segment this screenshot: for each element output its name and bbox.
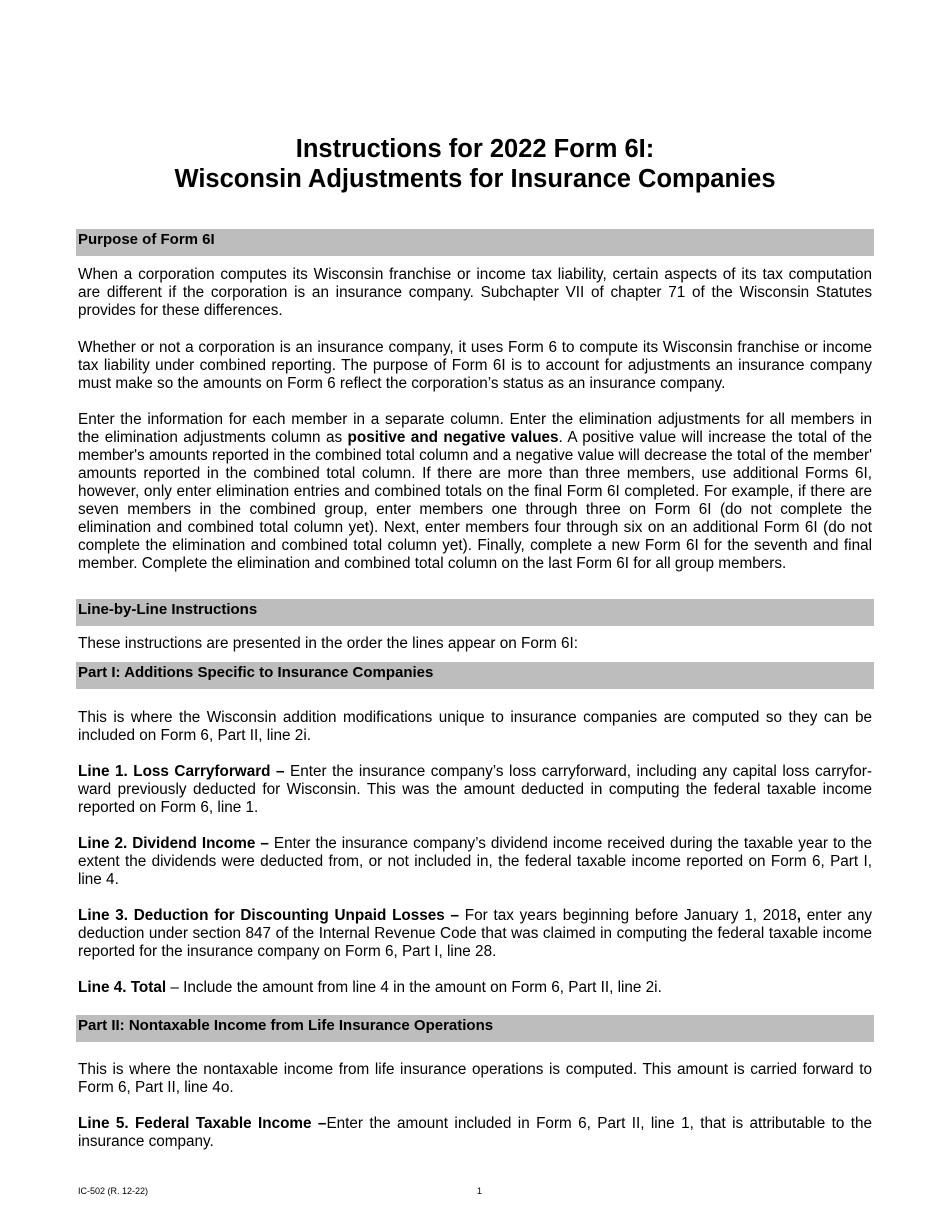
section-heading-part-1: Part I: Additions Specific to Insurance Companies (76, 662, 874, 689)
line-3-text-a: For tax years beginning before January 1, 2018 (459, 907, 797, 924)
section-heading-part-2: Part II: Nontaxable Income from Life Insurance Operations (76, 1015, 874, 1042)
line-5-text: Enter the amount included in Form 6, Part II, line 1, that is attributable to the insurance company. (78, 1115, 873, 1150)
document-title-line-2: Wisconsin Adjustments for Insurance Companies (174, 165, 776, 193)
line-5-label: Line 5. Federal Taxable Income – (78, 1115, 327, 1132)
purpose-paragraph-3 (78, 411, 872, 573)
line-2-instruction (78, 835, 872, 889)
line-5-instruction (78, 1115, 872, 1151)
purpose-paragraph-3-text-b: . A positive value will increase the total of the member's amounts reported in the combined total column and a negative value will decrease the total of the member' amounts reported in the combined total column. If there are more than three members, use additional Forms 6I, however, only enter elimination entries and combined totals on the final Form 6I completed. For example, if there are seven members in the combined group, enter members one through three on Form 6I (do not complete the elimination and combined total column yet). Next, enter members four through six on an additional Form 6I (do not complete the elimination and combined total column yet). Finally, complete a new Form 6I for the seventh and final member. Complete the elimination and combined total column on the last Form 6I for all group members. (78, 429, 872, 572)
section-heading-purpose: Purpose of Form 6I (76, 229, 874, 256)
line-3-instruction (78, 907, 872, 961)
footer-form-id: IC-502 (R. 12-22) (78, 1186, 149, 1196)
line-1-label: Line 1. Loss Carryforward – (78, 763, 285, 780)
line-2-text: Enter the insurance company’s dividend income received during the taxable year to the extent the dividends were deducted from, or not included in, the federal taxable income reported on Form 6, Part I, line 4. (78, 835, 872, 888)
footer-page-number: 1 (477, 1186, 483, 1196)
purpose-paragraph-1: When a corporation computes its Wisconsin franchise or income tax liability, certain aspects of its tax computation are different if the corporation is an insurance company. Subchapter VII of chapter 71 of the Wisconsin Statutes provides for these differences. (78, 266, 872, 319)
purpose-paragraph-3-text-a: Enter the information for each member in a separate column. Enter the elimination adjustments for all members in the elimination adjustments column as (78, 411, 872, 446)
line-4-instruction (78, 979, 872, 997)
section-heading-line-by-line: Line-by-Line Instructions (76, 599, 874, 626)
line-2-label: Line 2. Dividend Income – (78, 835, 269, 852)
line-4-label: Line 4. Total (78, 979, 167, 996)
part-1-intro: This is where the Wisconsin addition modifications unique to insurance companies are computed so they can be included on Form 6, Part II, line 2i. (78, 709, 872, 744)
line-3-text-b: enter any deduction under section 847 of the Internal Revenue Code that was claimed in computing the federal taxable income reported for the insurance company on Form 6, Part I, line 28. (78, 907, 873, 960)
line-3-label: Line 3. Deduction for Discounting Unpaid Losses – (78, 907, 460, 924)
line-1-instruction (78, 763, 872, 817)
line-3-comma: , (796, 907, 801, 924)
line-4-text: – Include the amount from line 4 in the amount on Form 6, Part II, line 2i. (166, 979, 662, 996)
part-2-intro: This is where the nontaxable income from life insurance operations is computed. This amount is carried forward to Form 6, Part II, line 4o. (78, 1061, 872, 1096)
line-1-text: Enter the insurance company’s loss carryforward, including any capital loss carryfor-ward previously deducted for Wisconsin. This was the amount deducted in computing the federal taxable income reported on Form 6, line 1. (78, 763, 872, 816)
emphasis-positive-negative: positive and negative values (347, 429, 559, 446)
line-by-line-intro: These instructions are presented in the order the lines appear on Form 6I: (78, 635, 578, 652)
purpose-paragraph-2: Whether or not a corporation is an insurance company, it uses Form 6 to compute its Wisconsin franchise or income tax liability under combined reporting. The purpose of Form 6I is to account for adjustments an insurance company must make so the amounts on Form 6 reflect the corporation’s status as an insurance company. (78, 339, 872, 392)
document-title-line-1: Instructions for 2022 Form 6I: (295, 135, 655, 163)
